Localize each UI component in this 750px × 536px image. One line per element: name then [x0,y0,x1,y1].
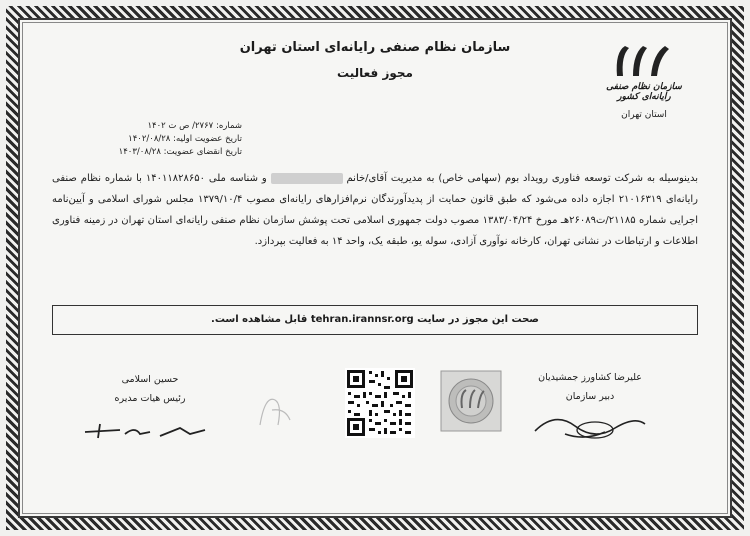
body-part-2: و شناسه ملی ۱۴۰۱۱۸۲۸۶۵۰ با شماره نظام صنفی رایانه‌ای ۲۱۰۱۶۳۱۹ اجازه داده می‌شود که طبق قانون حمایت از پدیدآورندگان نرم‌افزارهای رایانه‌ای مصوب ۱۳۷۹/۱۰/۴ مجلس شورای اسلامی و آیین‌نامه اجرایی شماره ۲۱۱۸۵/ت۲۶۰۸۹هـ مورخ ۱۳۸۳/۰۴/۲۴ مصوب دولت جمهوری اسلامی تحت پوشش سازمان نظام صنفی رایانه‌ای استان تهران در زمینه فناوری اطلاعات و ارتباطات در نشانی تهران، کارخانه نوآوری آزادی، سوله یو، طبقه یک، واحد ۱۴ به فعالیت بپردازد. [52,173,699,247]
body-part-1: بدینوسیله به شرکت توسعه فناوری رویداد بوم (سهامی خاص) به مدیریت آقای/خانم [346,173,698,184]
logo-org-name: سازمان نظام صنفی رایانه‌ای کشور [606,82,682,102]
page-title: سازمان نظام صنفی رایانه‌ای استان تهران [239,40,511,55]
hologram-seal-icon [440,370,502,432]
verification-notice: صحت این مجوز در سایت tehran.irannsr.org قابل مشاهده است. [52,305,698,335]
certificate-meta [52,120,242,159]
certificate-body [52,168,698,252]
faint-stamp-icon [250,390,300,430]
org-logo [596,42,692,120]
logo-province: استان تهران [621,110,667,120]
secretary-name: علیرضا کشاورز جمشیدیان [538,372,642,383]
secretary-signature-icon [525,406,655,446]
redacted-name [271,173,343,184]
qr-code-icon [345,368,415,438]
first-membership-date: تاریخ عضویت اولیه: ۱۴۰۲/۰۸/۲۸ [128,134,242,144]
expiry-date: تاریخ انقضای عضویت: ۱۴۰۳/۰۸/۲۸ [118,147,242,157]
signature-secretary [520,372,660,449]
chairman-title: رئیس هیات مدیره [114,393,186,404]
chairman-name: حسین اسلامی [121,374,179,385]
page-subtitle: مجوز فعالیت [337,66,413,80]
secretary-title: دبیر سازمان [565,391,615,402]
signature-chairman [90,374,210,447]
chairman-signature-icon [80,414,210,444]
certificate-number: شماره: ۲۷۶۷/ ص ت ۱۴۰۲ [147,121,242,131]
org-logo-icon [611,42,677,80]
